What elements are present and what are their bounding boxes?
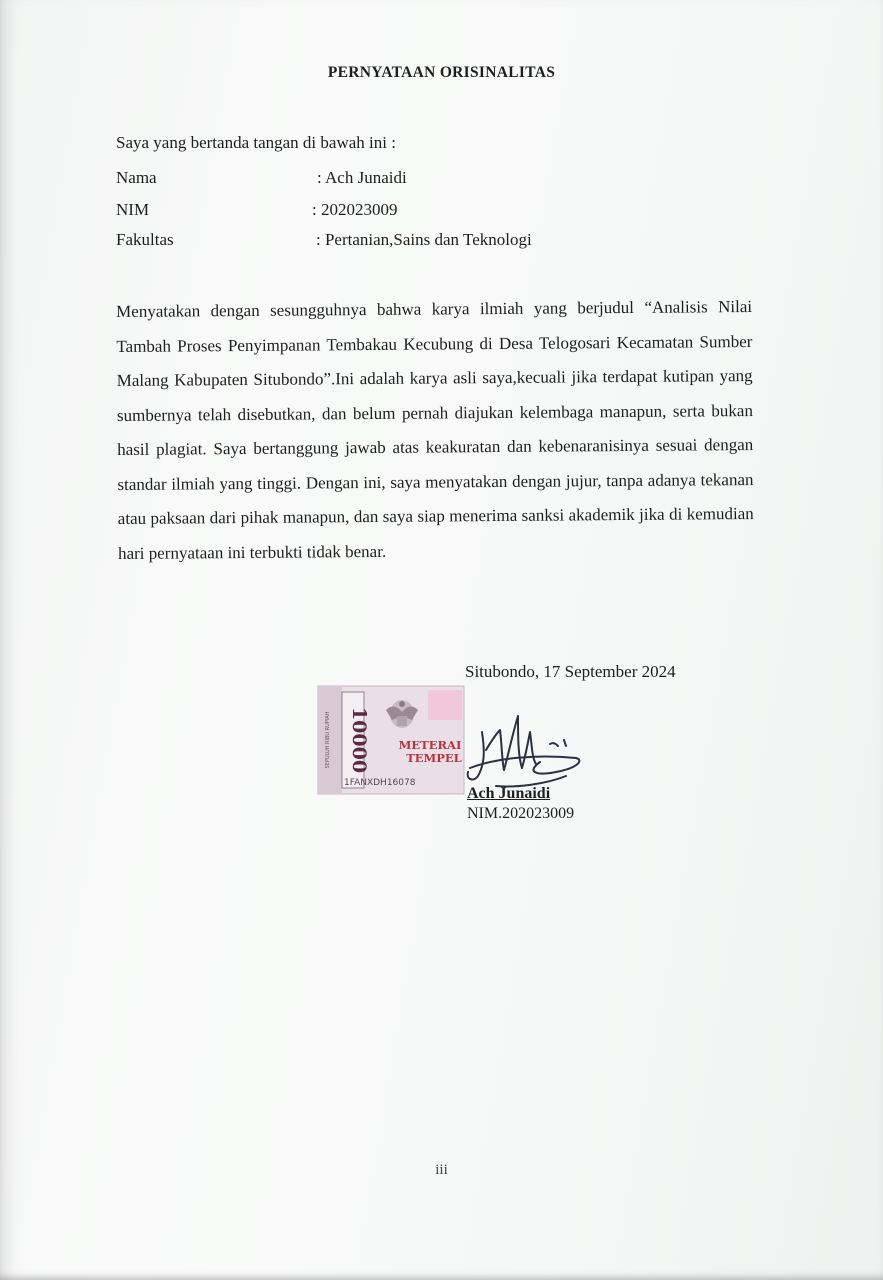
stamp-serial: 1FANXDH16078 bbox=[344, 778, 416, 788]
stamp-label-1: METERAI bbox=[398, 738, 462, 752]
field-value: : Ach Junaidi bbox=[317, 168, 407, 187]
field-label: Fakultas bbox=[116, 230, 174, 249]
page-title: PERNYATAAN ORISINALITAS bbox=[327, 64, 556, 81]
statement-paragraph: Menyatakan dengan sesungguhnya bahwa karya ilmiah yang berjudul “Analisis Nilai Tambah Proses Penyimpanan Tembakau Kecubung di Desa Telogosari Kecamatan Sumber Malang Kabupaten Situbondo”.Ini adalah karya asli saya,kecuali jika terdapat kutipan yang sumbernya telah disebutkan, dan belum pernah diajukan kelembaga manapun, serta bukan hasil plagiat. Saya bertanggung jawab atas keakuratan dan kebenaranisinya sesuai dengan standar ilmiah yang tinggi. Dengan ini, saya menyatakan dengan jujur, tanpa adanya tekanan atau paksaan dari pihak manapun, dan saya siap menerima sanksi akademik jika di kemudian hari pernyataan ini terbukti tidak benar. bbox=[116, 297, 754, 563]
intro-text: Saya yang bertanda tangan di bawah ini : bbox=[116, 133, 396, 152]
field-row-nim bbox=[116, 200, 676, 224]
field-label: Nama bbox=[116, 168, 157, 187]
stamp-side-text: SEPULUH RIBU RUPIAH bbox=[325, 711, 331, 769]
field-row-nama bbox=[116, 168, 676, 192]
signature-icon bbox=[456, 706, 586, 796]
field-label: NIM bbox=[116, 200, 150, 219]
field-value: : 202023009 bbox=[312, 200, 398, 219]
meterai-stamp bbox=[316, 684, 466, 796]
signer-nim: NIM.202023009 bbox=[467, 805, 575, 822]
page-number: iii bbox=[435, 1162, 448, 1178]
field-row-fakultas bbox=[116, 230, 676, 254]
field-value: : Pertanian,Sains dan Teknologi bbox=[316, 230, 532, 249]
stamp-value-text: 10000 bbox=[348, 706, 370, 774]
signer-name: Ach Junaidi bbox=[467, 785, 551, 802]
stamp-label-2: TEMPEL bbox=[406, 751, 462, 765]
place-date: Situbondo, 17 September 2024 bbox=[465, 662, 676, 681]
